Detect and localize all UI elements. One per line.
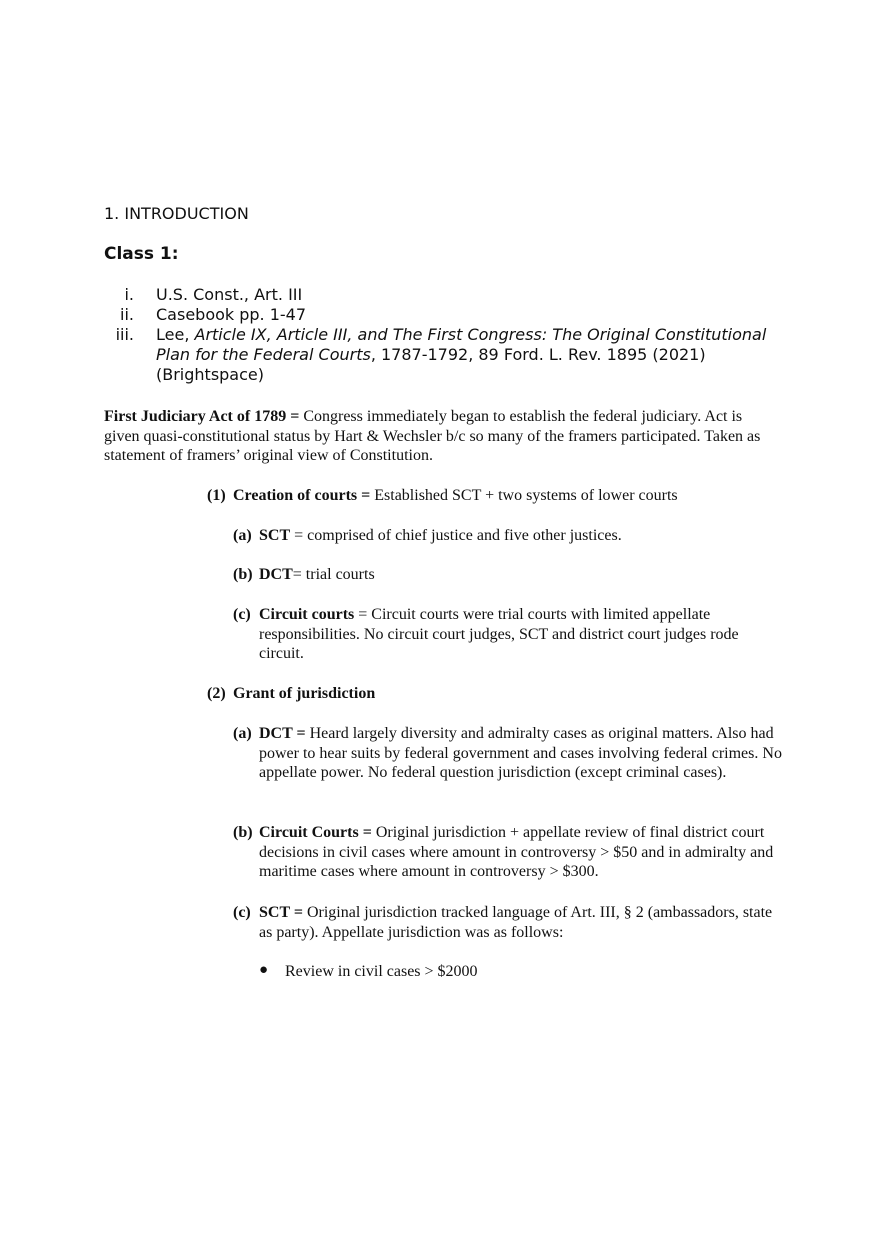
bullet-text: Review in civil cases > $2000 bbox=[285, 963, 478, 980]
item-text: = trial courts bbox=[292, 566, 375, 583]
reading-item bbox=[104, 325, 784, 385]
section-title: Grant of jurisdiction bbox=[233, 685, 376, 702]
section-label: (2) bbox=[207, 685, 226, 702]
reading-text: U.S. Const., Art. III bbox=[156, 285, 303, 304]
item-text: Original jurisdiction + appellate review of final district court decisions in civil cases where amount in controversy > $50 and in admiralty and maritime cases where amount in controversy > $300. bbox=[259, 824, 774, 880]
reading-prefix: Lee, bbox=[156, 325, 195, 344]
item-text: = comprised of chief justice and five other justices. bbox=[290, 527, 622, 544]
reading-item bbox=[104, 285, 784, 305]
item-term: SCT bbox=[259, 527, 291, 544]
section-title: Creation of courts = bbox=[233, 487, 371, 504]
list-item bbox=[233, 526, 779, 546]
item-label: (b) bbox=[233, 824, 253, 841]
section-heading: 1. INTRODUCTION bbox=[104, 204, 249, 223]
item-label: (c) bbox=[233, 606, 251, 623]
judiciary-act-paragraph bbox=[104, 407, 774, 466]
reading-number: ii. bbox=[120, 305, 134, 324]
item-term: Circuit courts bbox=[259, 606, 355, 623]
item-text: Original jurisdiction tracked language of Art. III, § 2 (ambassadors, state as party). Appellate jurisdiction was as follows: bbox=[259, 904, 773, 941]
item-label: (c) bbox=[233, 904, 251, 921]
item-label: (a) bbox=[233, 725, 252, 742]
list-item bbox=[233, 823, 799, 882]
reading-number: i. bbox=[124, 285, 134, 304]
class-title: Class 1: bbox=[104, 244, 179, 264]
section-creation-of-courts bbox=[207, 486, 793, 506]
reading-article-title: Article IX, Article III, and The First Congress: The Original Constitutional Plan for the Federal Courts bbox=[156, 325, 767, 364]
reading-text: Casebook pp. 1-47 bbox=[156, 305, 307, 324]
judiciary-act-text: Congress immediately began to establish the federal judiciary. Act is given quasi-constitutional status by Hart & Wechsler b/c so many of the framers participated. Taken as statement of framers’ original view of Constitution. bbox=[104, 408, 761, 464]
item-text: = Circuit courts were trial courts with limited appellate responsibilities. No circuit court judges, SCT and district court judges rode circuit. bbox=[259, 606, 739, 662]
reading-suffix: , 1787-1792, 89 Ford. L. Rev. 1895 (2021) (Brightspace) bbox=[156, 345, 706, 384]
section-grant-of-jurisdiction bbox=[207, 684, 793, 704]
item-term: Circuit Courts = bbox=[259, 824, 372, 841]
reading-number: iii. bbox=[115, 325, 134, 344]
list-item bbox=[233, 605, 779, 664]
reading-item bbox=[104, 305, 784, 325]
reading-list bbox=[104, 285, 784, 385]
section-text: Established SCT + two systems of lower courts bbox=[370, 487, 678, 504]
judiciary-act-term: First Judiciary Act of 1789 = bbox=[104, 408, 300, 425]
item-term: DCT bbox=[259, 566, 293, 583]
list-item bbox=[233, 903, 779, 942]
item-term: SCT = bbox=[259, 904, 303, 921]
item-label: (b) bbox=[233, 566, 253, 583]
list-item bbox=[233, 724, 789, 783]
section-label: (1) bbox=[207, 487, 226, 504]
item-label: (a) bbox=[233, 527, 252, 544]
item-text: Heard largely diversity and admiralty cases as original matters. Also had power to hear suits by federal government and cases involving federal crimes. No appellate power. No federal question jurisdiction (except criminal cases). bbox=[259, 725, 782, 781]
bullet-dot: ● bbox=[259, 962, 269, 978]
item-term: DCT = bbox=[259, 725, 306, 742]
list-item bbox=[233, 565, 779, 585]
